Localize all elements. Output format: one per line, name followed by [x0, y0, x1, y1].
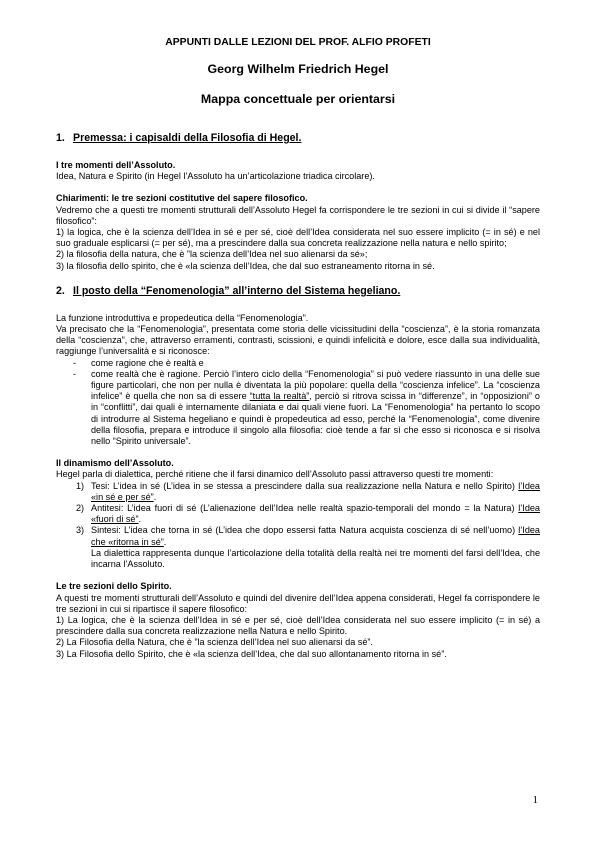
sezioni-item-3: 3) La Filosofia dello Spirito, che è «la scienza dell’Idea, che dal suo allontanamento ritorna in sé”. [56, 648, 447, 659]
dinamismo-block [56, 458, 540, 570]
document-subtitle: Mappa concettuale per orientarsi [200, 92, 396, 106]
underlined-phrase: l’Idea «fuori di sé” [91, 503, 540, 525]
text-segment: , perciò si ritrova scissa in “differenze”, in “opposizioni” o in “conflitti”, dai quali è internamente dilaniata e dai quali viene fuori. La “Fenomenologia” ha pertanto lo scopo di introdurre al Sistema hegeliano e quindi è propedeutica ad esso, perché la “Fenomenologia”, come divenire della filosofia, prepara e introduce il singolo alla filosofia: cioè tende a far sì che esso si riconosca e si risolva nello “Spirito universale”. [91, 391, 540, 447]
list-item [56, 358, 540, 369]
section-2-title [56, 285, 540, 298]
section-2-heading: Il posto della “Fenomenologia” all’interno del Sistema hegeliano. [73, 284, 401, 297]
tre-momenti-text: Idea, Natura e Spirito (in Hegel l’Assoluto ha un’articolazione triadica circolare). [56, 171, 375, 182]
list-item [56, 525, 540, 570]
section-1-number: 1. [56, 132, 65, 144]
list-item [56, 503, 540, 525]
dinamismo-list [56, 481, 540, 571]
underlined-phrase: “tutta la realtà” [249, 391, 310, 402]
text-segment: . [163, 536, 167, 547]
dash-marker: - [73, 368, 77, 379]
list-item-text [91, 525, 540, 570]
dialettica-note: La dialettica rappresenta dunque l’articolazione della totalità della realtà nei tre momenti del farsi dell’Idea, che incarna l’Assoluto. [91, 547, 540, 570]
section-2-number: 2. [56, 284, 65, 297]
underlined-phrase: l’Idea «in sé e per sé” [91, 480, 540, 502]
text-segment: . [153, 491, 157, 502]
tre-momenti-heading: I tre momenti dell’Assoluto. [56, 160, 176, 170]
chiarimenti-intro: Vedremo che a questi tre momenti strutturali dell’Assoluto Hegel fa corrispondere le tre sezioni in cui si divide il “sapere filosofico”: [56, 204, 540, 226]
fenomenologia-paragraph: Va precisato che la “Fenomenologia”, presentata come storia delle vicissitudini della “coscienza”, è la storia romanzata della “coscienza”, che, attraverso erramenti, contrasti, scissioni, e quindi infelicità e dolore, esce dalla sua individualità, raggiunge l’universalità e si riconosce: [56, 324, 540, 357]
list-marker: 2) [76, 503, 85, 514]
sezioni-item-2: 2) La Filosofia della Natura, che è ”la scienza dell’Idea nel suo alienarsi da sé”. [56, 637, 373, 648]
list-item-text [91, 503, 540, 525]
sezioni-intro: A questi tre momenti strutturali dell’Assoluto e quindi del divenire dell’Idea appena considerati, Hegel fa corrispondere le tre sezioni in cui si ripartisce il sapere filosofico: [56, 592, 540, 614]
chiarimenti-heading: Chiarimenti: le tre sezioni costitutive del sapere filosofico. [56, 193, 308, 204]
text-segment: come realtà che è ragione. Perciò l’intero ciclo della “Fenomenologia” si può vedere riassunto in una delle sue figure particolari, che non per nulla è diventata la più popolare: quella della “coscienza infelice”. La “coscienza infelice” è quella che non sa di essere [91, 368, 540, 402]
chiarimenti-item-3: 3) la filosofia dello spirito, che è «la scienza dell’Idea, che dal suo estraneamento ritorna in sé. [56, 260, 435, 271]
sezioni-block [56, 581, 540, 659]
dinamismo-heading: Il dinamismo dell’Assoluto. [56, 458, 174, 469]
document-title: Georg Wilhelm Friedrich Hegel [207, 62, 389, 76]
sezioni-item-1: 1) La logica, che è la scienza dell’Idea in sé e per sé, cioè dell’Idea considerata nel suo essere implicito (= in sé) a prescindere dalla sua concreta realizzazione nella Natura e nello Spirito. [56, 614, 540, 637]
sezioni-heading: Le tre sezioni dello Spirito. [56, 581, 172, 592]
chiarimenti-block [56, 193, 540, 271]
chiarimenti-item-1: 1) la logica, che è la scienza dell’Idea in sé e per sé, cioè dell’Idea considerata nel suo essere implicito (= in sé) e nel suo graduale esplicarsi (= per sé), ma a prescindere dalla sua concreta realizzazione nella natura e nello spirito; [56, 227, 540, 249]
text-segment: . [138, 514, 142, 525]
tre-momenti-block [56, 160, 540, 182]
list-marker: 1) [76, 480, 85, 491]
course-header: APPUNTI DALLE LEZIONI DEL PROF. ALFIO PROFETI [165, 37, 431, 48]
fenomenologia-intro: La funzione introduttiva e propedeutica della “Fenomenologia”. [56, 312, 309, 323]
section-1-title [56, 132, 540, 145]
list-item-text [87, 369, 540, 447]
text-segment: Antitesi: L’idea fuori di sé (L’alienazione dell’Idea nelle realtà spazio-temporali del mondo = la Natura) [91, 503, 519, 514]
text-segment: Tesi: L’idea in sé (L’idea in se stessa a prescindere dalla sua realizzazione nella Natura e nello Spirito) [91, 480, 519, 491]
chiarimenti-item-2: 2) la filosofia della natura, che è ”la scienza dell’Idea nel suo alienarsi da sé»; [56, 249, 368, 260]
dinamismo-intro: Hegel parla di dialettica, perché ritiene che il farsi dinamico dell’Assoluto passi attraverso questi tre momenti: [56, 469, 494, 480]
underlined-phrase: l’Idea che «ritorna in sé” [91, 525, 540, 547]
list-item [56, 481, 540, 503]
page-number: 1 [532, 794, 538, 806]
list-marker: 3) [76, 525, 85, 536]
fenomenologia-list [56, 358, 540, 448]
list-item-text [91, 481, 540, 503]
text-segment: Sintesi: L’idea che torna in sé (L’idea che dopo essersi fatta Natura acquista coscienza di sé nell’uomo) [91, 525, 519, 536]
list-item-text: come ragione che è realtà e [91, 357, 204, 368]
fenomenologia-block [56, 313, 540, 447]
dash-marker: - [73, 357, 77, 368]
list-item [56, 369, 540, 447]
section-1-heading: Premessa: i capisaldi della Filosofia di Hegel. [73, 132, 302, 144]
